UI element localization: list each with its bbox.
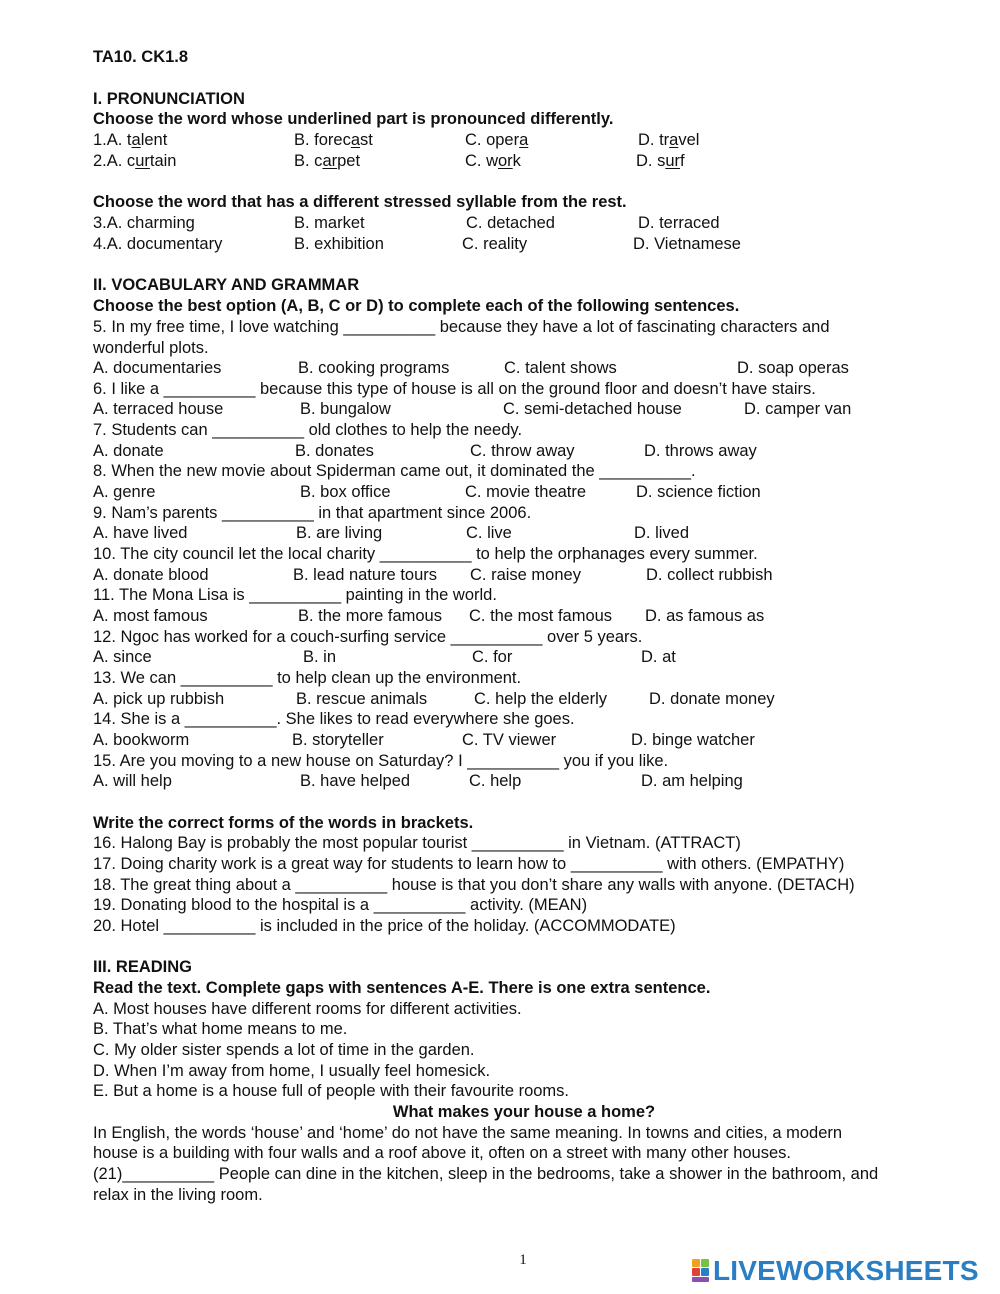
q3-option-a: 3.A. charming	[93, 214, 195, 232]
q7-option-b: B. donates	[295, 442, 374, 460]
question-7-options	[93, 441, 893, 461]
q5-option-c: C. talent shows	[504, 359, 617, 377]
q14-option-a: A. bookworm	[93, 731, 190, 749]
reading-sentence-d: D. When I’m away from home, I usually feel homesick.	[93, 1062, 491, 1080]
question-3	[93, 213, 893, 233]
q10-option-b: B. lead nature tours	[293, 566, 438, 584]
q14-option-b: B. storyteller	[292, 731, 384, 749]
q8-option-a: A. genre	[93, 483, 156, 501]
document-code: TA10. CK1.8	[93, 48, 189, 66]
question-19: 19. Donating blood to the hospital is a __________ activity. (MEAN)	[93, 896, 588, 914]
question-1	[93, 130, 893, 150]
q10-option-a: A. donate blood	[93, 566, 209, 584]
reading-paragraph-line-3: (21)__________ People can dine in the kitchen, sleep in the bedrooms, take a shower in the bathroom, and	[93, 1165, 879, 1183]
question-14-text: 14. She is a __________. She likes to read everywhere she goes.	[93, 710, 575, 728]
liveworksheets-logo	[692, 1257, 979, 1285]
question-2	[93, 151, 893, 171]
q10-option-d: D. collect rubbish	[646, 566, 773, 584]
instruction-vocabulary: Choose the best option (A, B, C or D) to complete each of the following sentences.	[93, 297, 740, 315]
reading-paragraph-line-1: In English, the words ‘house’ and ‘home’ do not have the same meaning. In towns and cities, a modern	[93, 1124, 843, 1142]
q4-option-d: D. Vietnamese	[633, 235, 741, 253]
q12-option-a: A. since	[93, 648, 152, 666]
question-10-options	[93, 565, 893, 585]
question-13-text: 13. We can __________ to help clean up the environment.	[93, 669, 522, 687]
question-5-text: 5. In my free time, I love watching __________ because they have a lot of fascinating characters and	[93, 318, 830, 336]
liveworksheets-mark-icon	[692, 1259, 710, 1283]
q2-option-b: B. carpet	[294, 152, 361, 170]
q4-option-b: B. exhibition	[294, 235, 384, 253]
q5-option-a: A. documentaries	[93, 359, 222, 377]
q6-option-c: C. semi-detached house	[503, 400, 682, 418]
q15-option-d: D. am helping	[641, 772, 743, 790]
reading-sentence-c: C. My older sister spends a lot of time in the garden.	[93, 1041, 475, 1059]
q4-option-a: 4.A. documentary	[93, 235, 223, 253]
q5-option-d: D. soap operas	[737, 359, 849, 377]
question-16: 16. Halong Bay is probably the most popular tourist __________ in Vietnam. (ATTRACT)	[93, 834, 741, 852]
q11-option-d: D. as famous as	[645, 607, 765, 625]
q13-option-d: D. donate money	[649, 690, 775, 708]
section-heading-vocabulary: II. VOCABULARY AND GRAMMAR	[93, 276, 360, 294]
q3-option-c: C. detached	[466, 214, 555, 232]
question-6-text: 6. I like a __________ because this type of house is all on the ground floor and doesn’t have stairs.	[93, 380, 816, 398]
reading-sentence-a: A. Most houses have different rooms for different activities.	[93, 1000, 522, 1018]
instruction-reading: Read the text. Complete gaps with sentences A-E. There is one extra sentence.	[93, 979, 711, 997]
question-15-text: 15. Are you moving to a new house on Saturday? I __________ you if you like.	[93, 752, 669, 770]
question-9-text: 9. Nam’s parents __________ in that apartment since 2006.	[93, 504, 532, 522]
question-8-options	[93, 482, 893, 502]
q7-option-a: A. donate	[93, 442, 164, 460]
q7-option-c: C. throw away	[470, 442, 575, 460]
q11-option-b: B. the more famous	[298, 607, 442, 625]
q5-option-b: B. cooking programs	[298, 359, 450, 377]
q6-option-d: D. camper van	[744, 400, 852, 418]
reading-paragraph-line-2: house is a building with four walls and a roof above it, often on a street with many other houses.	[93, 1144, 791, 1162]
question-18: 18. The great thing about a __________ house is that you don’t share any walls with anyone. (DETACH)	[93, 876, 855, 894]
q3-option-b: B. market	[294, 214, 365, 232]
q1-option-a: 1.A. talent	[93, 131, 168, 149]
q9-option-b: B. are living	[296, 524, 383, 542]
q13-option-a: A. pick up rubbish	[93, 690, 225, 708]
reading-sentence-e: E. But a home is a house full of people with their favourite rooms.	[93, 1082, 570, 1100]
reading-title: What makes your house a home?	[392, 1103, 656, 1121]
q8-option-b: B. box office	[300, 483, 391, 501]
section-heading-reading: III. READING	[93, 958, 193, 976]
question-8-text: 8. When the new movie about Spiderman came out, it dominated the __________.	[93, 462, 696, 480]
reading-paragraph-line-4: relax in the living room.	[93, 1186, 263, 1204]
q13-option-c: C. help the elderly	[474, 690, 607, 708]
instruction-word-forms: Write the correct forms of the words in brackets.	[93, 814, 474, 832]
q12-option-b: B. in	[303, 648, 337, 666]
q11-option-c: C. the most famous	[469, 607, 613, 625]
instruction-pronunciation: Choose the word whose underlined part is pronounced differently.	[93, 110, 614, 128]
q2-option-d: D. surf	[636, 152, 685, 170]
q13-option-b: B. rescue animals	[296, 690, 428, 708]
q7-option-d: D. throws away	[644, 442, 757, 460]
question-15-options	[93, 771, 893, 791]
q10-option-c: C. raise money	[470, 566, 581, 584]
question-14-options	[93, 730, 893, 750]
reading-sentence-b: B. That’s what home means to me.	[93, 1020, 348, 1038]
q8-option-d: D. science fiction	[636, 483, 761, 501]
section-heading-pronunciation: I. PRONUNCIATION	[93, 90, 245, 108]
question-4	[93, 234, 893, 254]
q14-option-d: D. binge watcher	[631, 731, 755, 749]
question-5-text-cont: wonderful plots.	[93, 339, 209, 357]
question-10-text: 10. The city council let the local charity __________ to help the orphanages every summer.	[93, 545, 758, 563]
q15-option-b: B. have helped	[300, 772, 411, 790]
liveworksheets-wordmark: LIVEWORKSHEETS	[713, 1255, 979, 1286]
q1-option-d: D. travel	[638, 131, 700, 149]
q14-option-c: C. TV viewer	[462, 731, 557, 749]
question-11-text: 11. The Mona Lisa is __________ painting in the world.	[93, 586, 497, 604]
question-12-text: 12. Ngoc has worked for a couch-surfing service __________ over 5 years.	[93, 628, 643, 646]
question-7-text: 7. Students can __________ old clothes to help the needy.	[93, 421, 523, 439]
q3-option-d: D. terraced	[638, 214, 720, 232]
q12-option-c: C. for	[472, 648, 513, 666]
q6-option-a: A. terraced house	[93, 400, 224, 418]
question-5-options	[93, 358, 893, 378]
q12-option-d: D. at	[641, 648, 676, 666]
q4-option-c: C. reality	[462, 235, 528, 253]
q8-option-c: C. movie theatre	[465, 483, 587, 501]
question-13-options	[93, 689, 893, 709]
question-9-options	[93, 523, 893, 543]
q9-option-a: A. have lived	[93, 524, 188, 542]
instruction-stress: Choose the word that has a different stressed syllable from the rest.	[93, 193, 627, 211]
q9-option-c: C. live	[466, 524, 512, 542]
question-17: 17. Doing charity work is a great way for students to learn how to __________ with others. (EMPATHY)	[93, 855, 845, 873]
q1-option-b: B. forecast	[294, 131, 373, 149]
q15-option-c: C. help	[469, 772, 522, 790]
q1-option-c: C. opera	[465, 131, 529, 149]
question-6-options	[93, 399, 893, 419]
q2-option-a: 2.A. curtain	[93, 152, 177, 170]
q11-option-a: A. most famous	[93, 607, 208, 625]
page-number: 1	[519, 1252, 527, 1268]
question-20: 20. Hotel __________ is included in the price of the holiday. (ACCOMMODATE)	[93, 917, 676, 935]
question-11-options	[93, 606, 893, 626]
q6-option-b: B. bungalow	[300, 400, 391, 418]
q9-option-d: D. lived	[634, 524, 690, 542]
q2-option-c: C. work	[465, 152, 521, 170]
question-12-options	[93, 647, 893, 667]
q15-option-a: A. will help	[93, 772, 172, 790]
